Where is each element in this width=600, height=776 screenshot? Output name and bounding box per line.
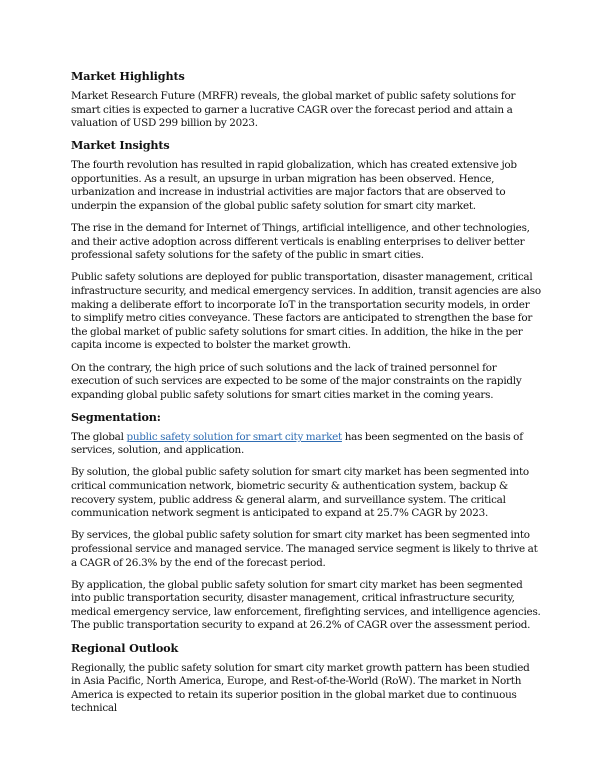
segmentation-intro-before: The global [71, 430, 127, 443]
document-page [71, 70, 541, 724]
heading-market-highlights: Market Highlights [71, 69, 185, 83]
heading-regional-outlook: Regional Outlook [71, 640, 179, 655]
heading-market-insights: Market Insights [71, 138, 170, 153]
segmentation-intro-after: has been segmented on the basis of services, solution, and application. [71, 430, 523, 457]
paragraph-regional-outlook: Regionally, the public safety solution for smart city market growth pattern has been studied in Asia Pacific, North America, Europe, and Rest-of-the-World (RoW). The market in North America is expected to retain its superior position in the global market due to continuous technical [71, 661, 530, 715]
paragraph-segmentation-application: By application, the global public safety solution for smart city market has been segmented into public transportation security, disaster management, critical infrastructure security, medical emergency service, law enforcement, firefighting services, and intelligence agencies. The public transportation security to expand at 26.2% of CAGR over the assessment period. [71, 578, 541, 632]
paragraph-insights-iot: The rise in the demand for Internet of Things, artificial intelligence, and other technologies, and their active adoption across different verticals is enabling enterprises to deliver better professional safety solutions for the safety of the public in smart cities. [71, 222, 530, 262]
paragraph-segmentation-solution: By solution, the global public safety solution for smart city market has been segmented into critical communication network, biometric security & authentication system, backup & recovery system, public address & general alarm, and surveillance system. The critical communication network segment is anticipated to expand at 25.7% CAGR by 2023. [71, 466, 529, 520]
paragraph-segmentation-intro [71, 431, 541, 458]
paragraph-insights-constraints: On the contrary, the high price of such solutions and the lack of trained personnel for execution of such services are expected to be some of the major constraints on the rapidly expanding global public safety solutions for smart cities market in the coming years. [71, 361, 522, 401]
paragraph-market-highlights: Market Research Future (MRFR) reveals, the global market of public safety solutions for smart cities is expected to garner a lucrative CAGR over the forecast period and attain a valuation of USD 299 billion by 2023. [71, 90, 516, 130]
paragraph-segmentation-services: By services, the global public safety solution for smart city market has been segmented into professional service and managed service. The managed service segment is likely to thrive at a CAGR of 26.3% by the end of the forecast period. [71, 529, 538, 569]
heading-segmentation: Segmentation: [71, 409, 161, 424]
market-report-link[interactable]: public safety solution for smart city market [126, 430, 342, 443]
paragraph-insights-globalization: The fourth revolution has resulted in rapid globalization, which has created extensive job opportunities. As a result, an upsurge in urban migration has been observed. Hence, urbanization and increase in industrial activities are major factors that are observed to underpin the expansion of the global public safety solution for smart city market. [71, 159, 517, 213]
paragraph-insights-deployment: Public safety solutions are deployed for public transportation, disaster management, critical infrastructure security, and medical emergency services. In addition, transit agencies are also making a deliberate effort to incorporate IoT in the transportation security models, in order to simplify metro cities conveyance. These factors are anticipated to strengthen the base for the global market of public safety solutions for smart cities. In addition, the hike in the per capita income is expected to bolster the market growth. [71, 271, 541, 352]
